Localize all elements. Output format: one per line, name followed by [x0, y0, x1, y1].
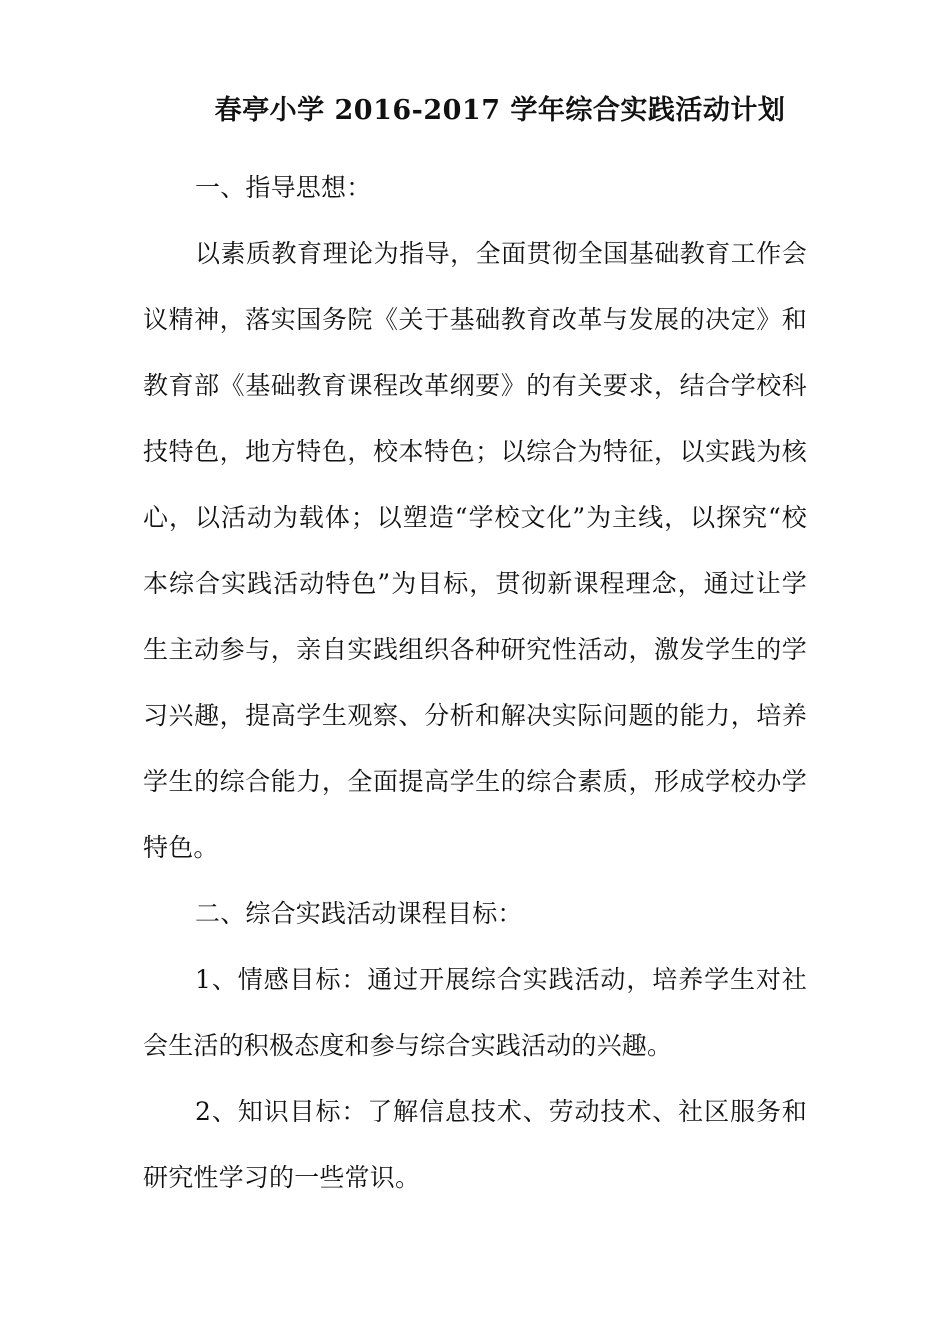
section-heading-course-goals: 二、综合实践活动课程目标：: [195, 899, 523, 928]
section-heading-guiding-ideology: 一、指导思想：: [195, 173, 372, 202]
document-body: [143, 155, 807, 1211]
document-title: 春亭小学 2016-2017 学年综合实践活动计划: [214, 95, 786, 126]
paragraph-knowledge-goal: 2、知识目标：了解信息技术、劳动技术、社区服务和研究性学习的一些常识。: [143, 1097, 807, 1192]
paragraph-guiding-ideology: 以素质教育理论为指导，全面贯彻全国基础教育工作会议精神，落实国务院《关于基础教育改革与发展的决定》和教育部《基础教育课程改革纲要》的有关要求，结合学校科技特色，地方特色，校本特色；以综合为特征，以实践为核心，以活动为载体；以塑造“学校文化”为主线，以探究“校本综合实践活动特色”为目标，贯彻新课程理念，通过让学生主动参与，亲自实践组织各种研究性活动，激发学生的学习兴趣，提高学生观察、分析和解决实际问题的能力，培养学生的综合能力，全面提高学生的综合素质，形成学校办学特色。: [143, 239, 807, 862]
paragraph-emotional-goal: 1、情感目标：通过开展综合实践活动，培养学生对社会生活的积极态度和参与综合实践活动的兴趣。: [143, 965, 807, 1060]
